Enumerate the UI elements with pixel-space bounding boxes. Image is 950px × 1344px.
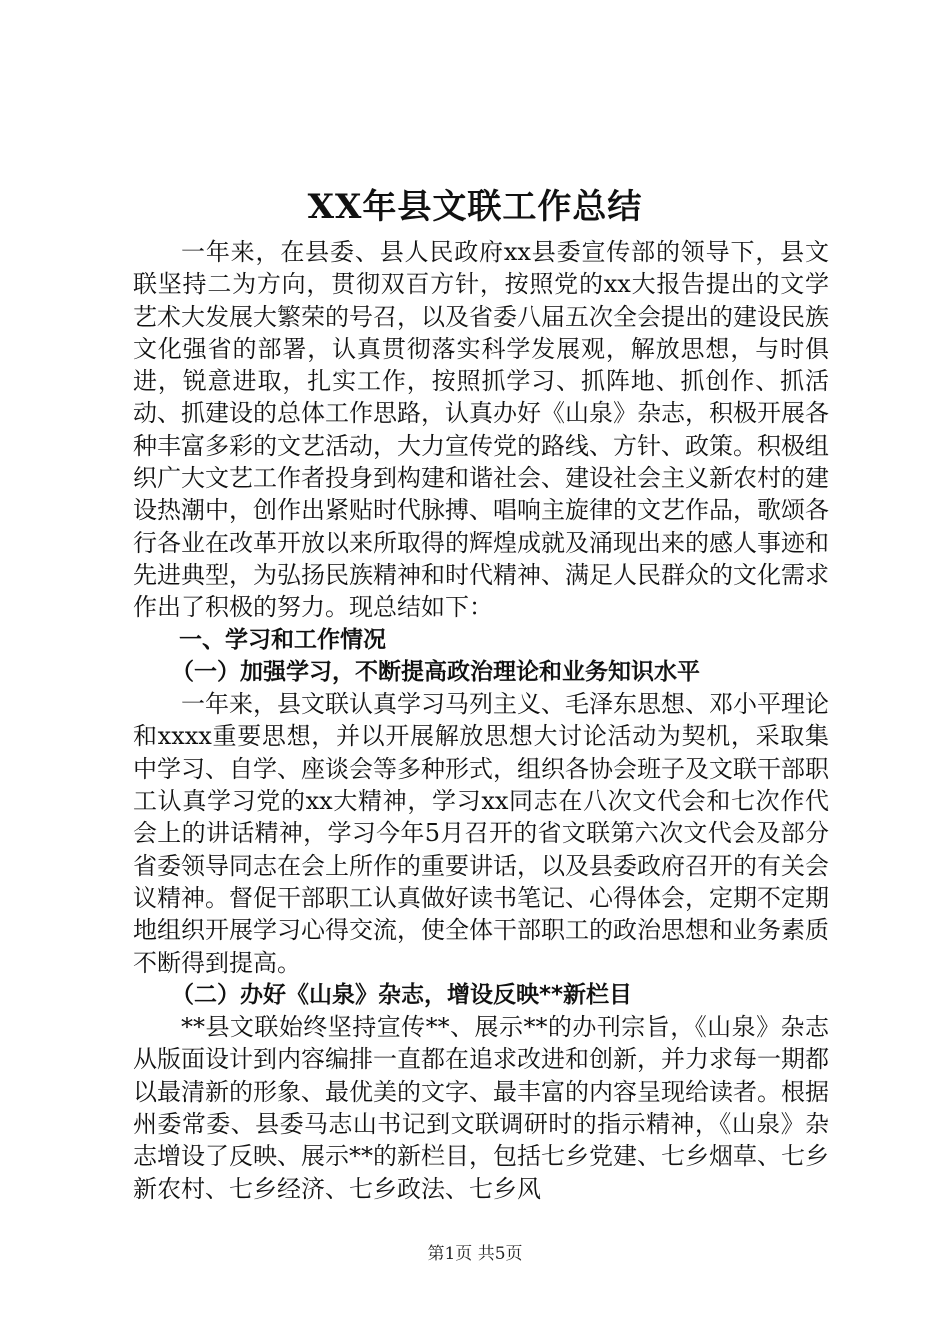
document-body [133,236,829,1205]
subsection-paragraph-2: **县文联始终坚持宣传**、展示**的办刊宗旨，《山泉》杂志从版面设计到内容编排一直都在追求改进和创新，并力求每一期都以最清新的形象、最优美的文字、最丰富的内容呈现给读者。根据州委常委、县委马志山书记到文联调研时的指示精神，《山泉》杂志增设了反映、展示**的新栏目，包括七乡党建、七乡烟草、七乡新农村、七乡经济、七乡政法、七乡风 [133,1013,829,1203]
subsection-paragraph-1: 一年来，县文联认真学习马列主义、毛泽东思想、邓小平理论和xxxx重要思想，并以开展解放思想大讨论活动为契机，采取集中学习、自学、座谈会等多种形式，组织各协会班子及文联干部职工认真学习党的xx大精神，学习xx同志在八次文代会和七次作代会上的讲话精神，学习今年5月召开的省文联第六次文代会及部分省委领导同志在会上所作的重要讲话，以及县委政府召开的有关会议精神。督促干部职工认真做好读书笔记、心得体会，定期不定期地组织开展学习心得交流，使全体干部职工的政治思想和业务素质不断得到提高。 [133,690,829,977]
intro-paragraph: 一年来，在县委、县人民政府xx县委宣传部的领导下，县文联坚持二为方向，贯彻双百方针，按照党的xx大报告提出的文学艺术大发展大繁荣的号召，以及省委八届五次全会提出的建设民族文化强省的部署，认真贯彻落实科学发展观，解放思想，与时俱进，锐意进取，扎实工作，按照抓学习、抓阵地、抓创作、抓活动、抓建设的总体工作思路，认真办好《山泉》杂志，积极开展各种丰富多彩的文艺活动，大力宣传党的路线、方针、政策。积极组织广大文艺工作者投身到构建和谐社会、建设社会主义新农村的建设热潮中，创作出紧贴时代脉搏、唱响主旋律的文艺作品，歌颂各行各业在改革开放以来所取得的辉煌成就及涌现出来的感人事迹和先进典型，为弘扬民族精神和时代精神、满足人民群众的文化需求作出了积极的努力。现总结如下： [133,238,829,622]
subsection-heading-2: （二）办好《山泉》杂志，增设反映**新栏目 [171,981,633,1008]
section-heading-1: 一、学习和工作情况 [179,626,386,653]
page-title: XX年县文联工作总结 [307,187,643,227]
subsection-heading-1: （一）加强学习，不断提高政治理论和业务知识水平 [171,658,700,685]
page-footer: 第1页 共5页 [427,1244,523,1264]
